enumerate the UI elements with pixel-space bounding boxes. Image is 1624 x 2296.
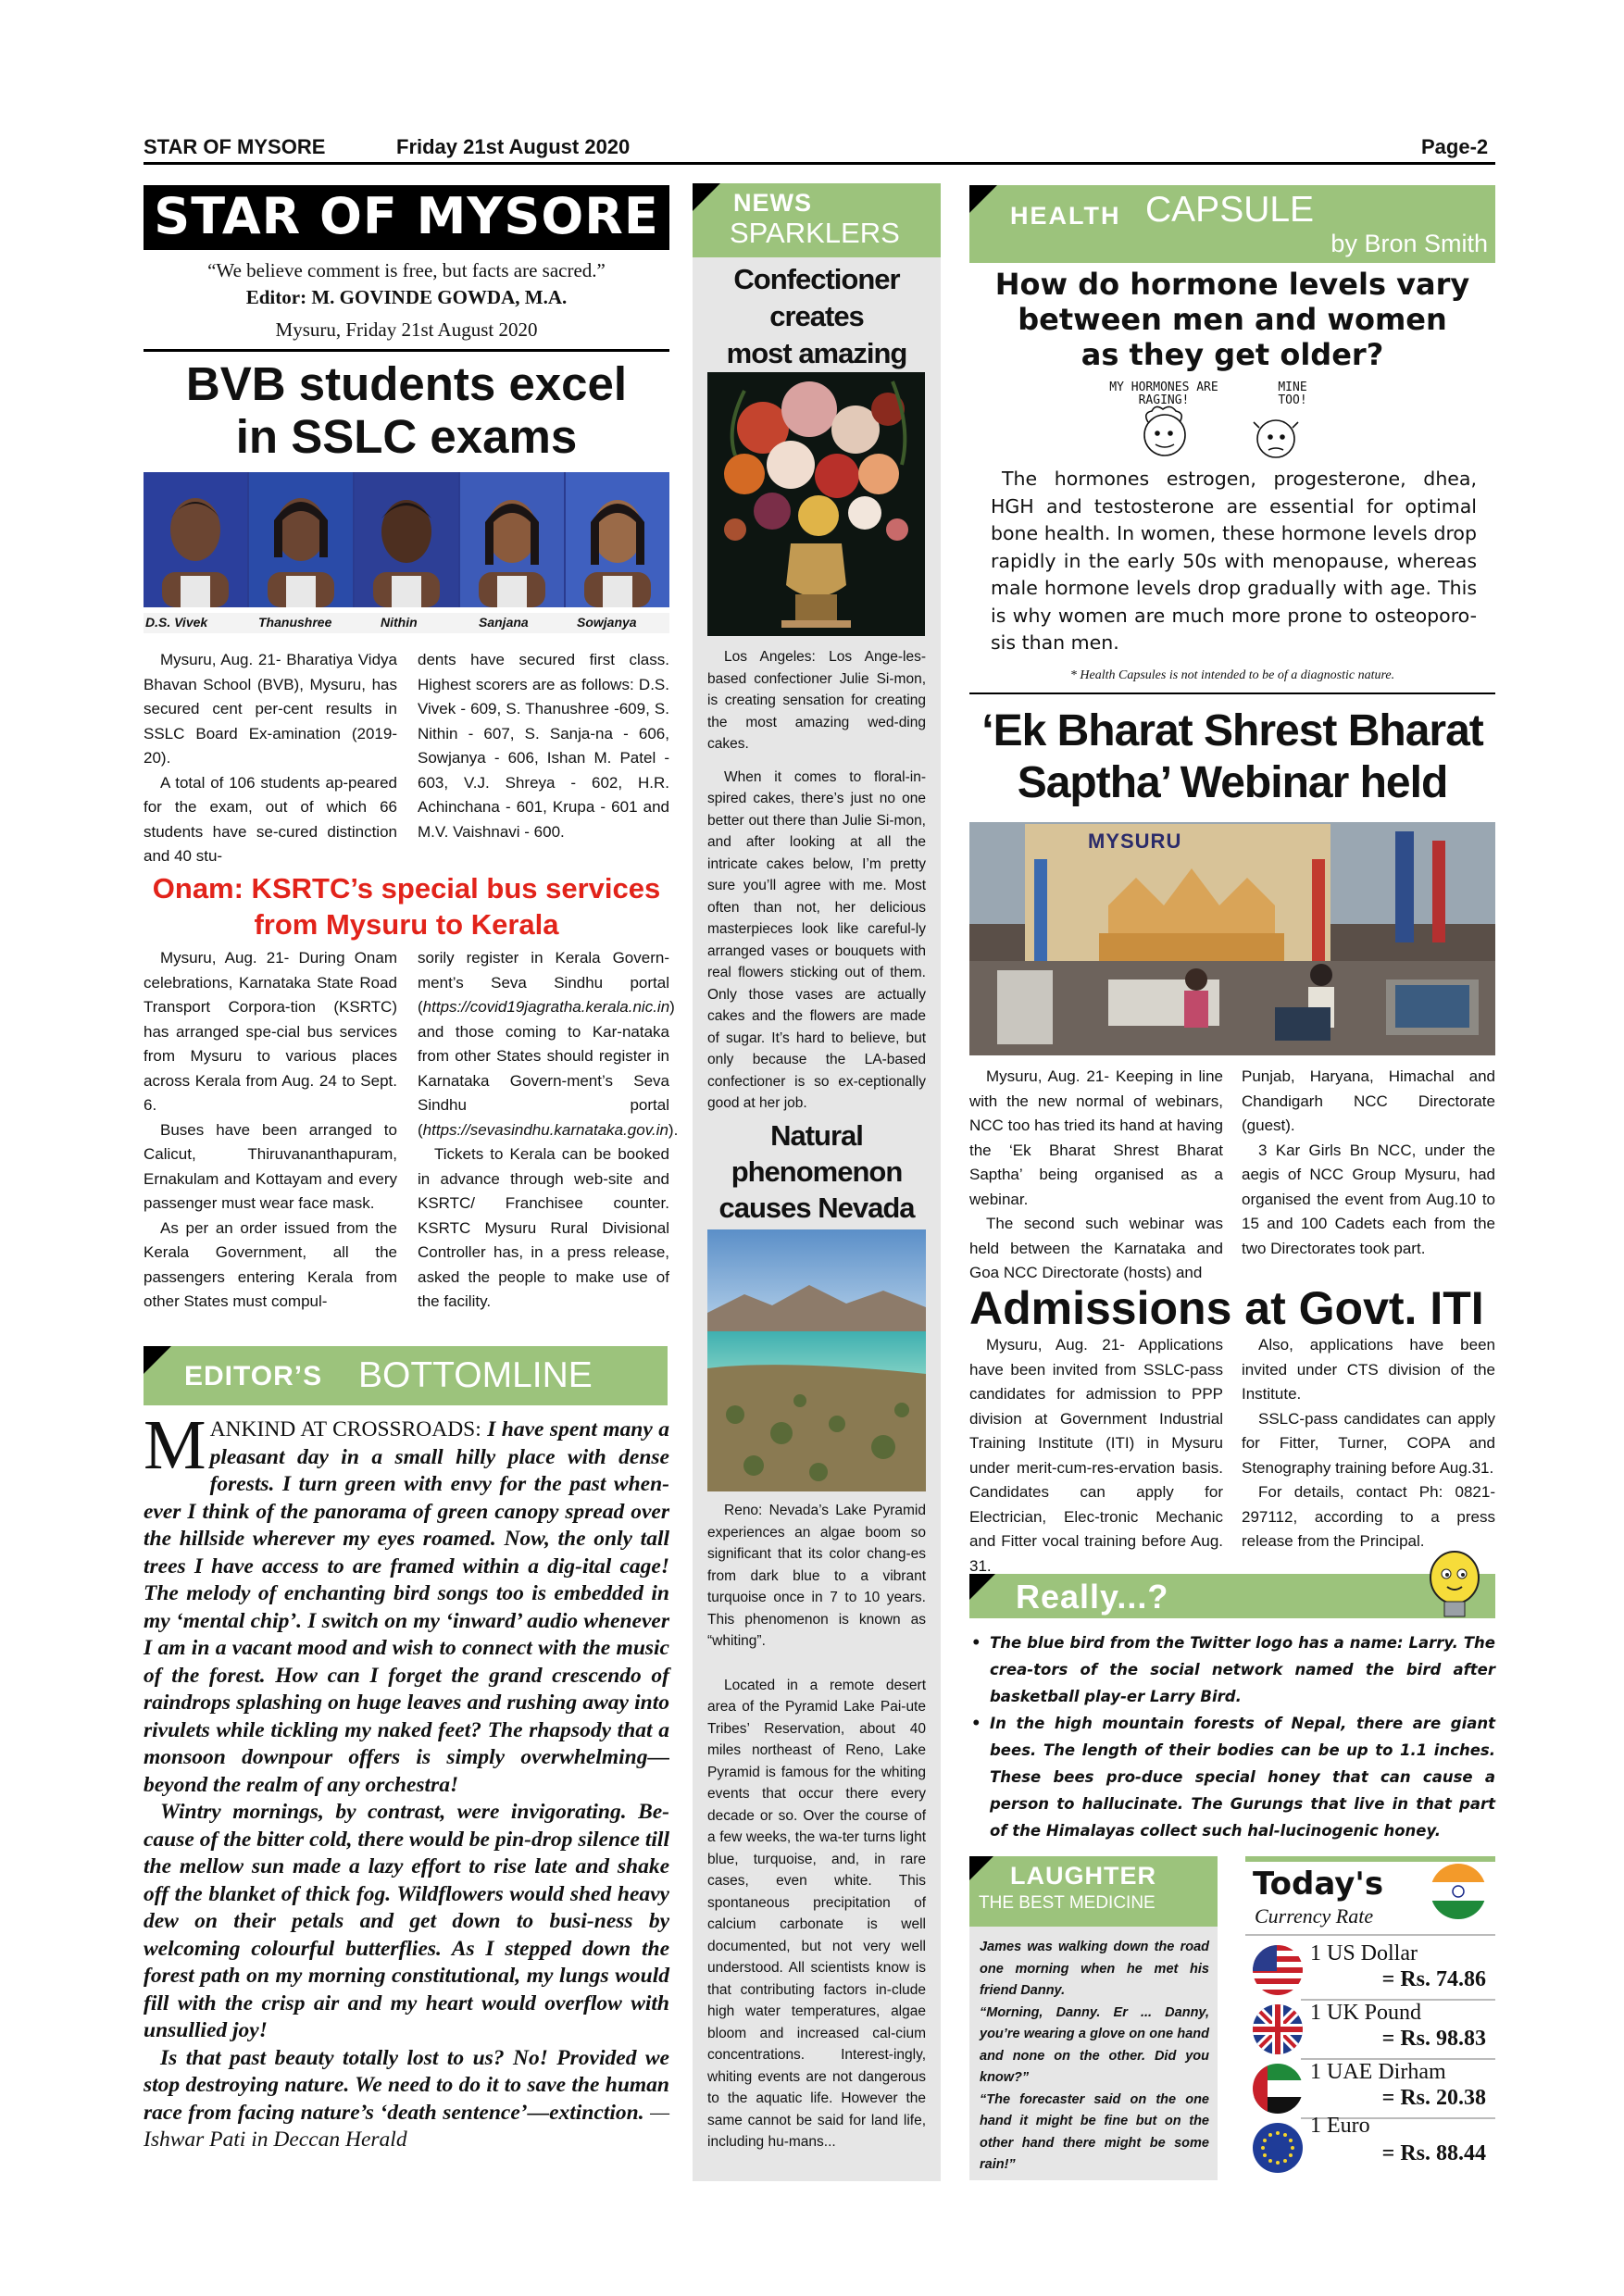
bvb-headline xyxy=(144,357,669,463)
bharat-body-col2 xyxy=(1242,1065,1495,1261)
onam-para: Tickets to Kerala can be booked in advance through web-site and KSRTC/ Franchisee counter. KSRTC Mysuru Rural Divisional Controller has, in a press release, asked the people to make use of the facility. xyxy=(418,1145,669,1310)
currency-title: Today's xyxy=(1253,1866,1384,1903)
currency-row xyxy=(1245,2060,1495,2117)
cake-para: When it comes to floral-in-spired cakes, there’s just no one better out there than Julie Si-mon, and after looking at all the intricate cakes below, I’m pretty sure you’ll agree with me. Most often than not, her delicious masterpieces look like careful-ly arranged vases or bouquets with real flowers sticking out of them. Only those vases are actually cakes and the flowers are made of sugar. It’s hard to believe, but only because the LA-based confectioner is so ex-ceptionally good at her job. xyxy=(707,768,926,1111)
iti-para: For details, contact Ph: 0821-297112, according to a press release from the Principal. xyxy=(1242,1483,1495,1550)
us-flag-svg xyxy=(1253,1945,1303,1995)
caption-nithin: Nithin xyxy=(381,615,418,630)
health-disclaimer: * Health Capsules is not intended to be of a diagnostic nature. xyxy=(1069,668,1395,682)
header-paper-name: STAR OF MYSORE xyxy=(144,135,326,158)
cartoon-bubble-1: MY HORMONES ARE RAGING! xyxy=(1109,381,1218,407)
eu-flag-svg xyxy=(1253,2123,1303,2173)
health-cartoon xyxy=(1093,380,1343,465)
bvb-headline-line1: BVB students excel xyxy=(185,357,628,410)
lake-para: Reno: Nevada’s Lake Pyramid experiences an algae boom so significant that its color chang-es from dark blue to a vibrant turquoise once in 7 to 10 years. This phenomenon is known as “whiting”. xyxy=(707,1503,926,1649)
onam-para xyxy=(418,946,679,1142)
currency-name: 1 UK Pound xyxy=(1310,2001,1422,2025)
currency-divider xyxy=(1245,1934,1495,1936)
iti-para: Mysuru, Aug. 21- Applications have been invited from SSLC-pass candidates for admission to PPP division at Government Industrial Training Institute (ITI) in Mysuru under merit-cum-res-ervation basis. Candidates can apply for Electrician, Elec-tronic Mechanic and Fitter vocal training before Aug. 31. xyxy=(969,1336,1223,1575)
iti-para: SSLC-pass candidates can apply for Fitter, Turner, COPA and Stenography training before Aug.31. xyxy=(1242,1409,1495,1477)
currency-box xyxy=(1245,1856,1495,2180)
currency-row xyxy=(1245,2001,1495,2058)
masthead-motto: “We believe comment is free, but facts are sacred.” xyxy=(207,259,606,281)
masthead-title: STAR OF MYSORE xyxy=(144,185,669,250)
currency-name: 1 Euro xyxy=(1310,2114,1370,2138)
currency-subtitle: Currency Rate xyxy=(1255,1904,1374,1928)
health-rule xyxy=(969,693,1495,694)
header-rule xyxy=(144,162,1495,165)
uae-flag-svg xyxy=(1253,2064,1303,2114)
iti-body-col2 xyxy=(1242,1333,1495,1554)
laughter-text xyxy=(980,1937,1209,2177)
health-capsule-banner xyxy=(969,185,1495,263)
lake-headline-2: causes Nevada xyxy=(718,1192,915,1224)
webinar-photo-svg xyxy=(969,822,1495,1055)
masthead-editor: Editor: M. GOVINDE GOWDA, M.A. xyxy=(245,286,568,308)
masthead-dateline: Mysuru, Friday 21st August 2020 xyxy=(275,318,538,341)
bharat-para: Punjab, Haryana, Himachal and Chandigarh NCC Directorate (guest). xyxy=(1242,1067,1495,1134)
bvb-headline-line2: in SSLC exams xyxy=(235,410,578,463)
bharat-para: 3 Kar Girls Bn NCC, under the aegis of NCC Group Mysuru, had organised the event from Aug.10 to 15 and 100 Cadets each from the two Directorates took part. xyxy=(1242,1141,1495,1257)
laughter-para: “The forecaster said on the one hand it might be fine but on the other hand there might be some rain!” xyxy=(980,2091,1209,2172)
health-banner-light: CAPSULE xyxy=(1145,190,1315,230)
bvb-para: A total of 106 students ap-peared for the exam, out of which 66 students have se-cured distinction and 40 stu- xyxy=(144,773,397,865)
karnataka-portal-link[interactable]: https://sevasindhu.karnataka.gov.in xyxy=(422,1120,668,1139)
bharat-headline-2: Saptha’ Webinar held xyxy=(1017,758,1448,807)
currency-rate: = Rs. 98.83 xyxy=(1381,2027,1486,2051)
really-item-text: In the high mountain forests of Nepal, there are giant bees. The length of their bodies can be up to 1.1 inches. These bees pro-duce special honey that can cause a person to hallucinate. The Gurungs that live in that part of the Himalayas collect such hal-lucinogenic honey. xyxy=(990,1715,1495,1840)
onam-para: Buses have been arranged to Calicut, Thiruvananthapuram, Ernakulam and Kottayam and every passenger must wear face mask. xyxy=(144,1120,397,1212)
editorial-credit: — Ishwar Pati in Deccan Herald xyxy=(144,2100,669,2152)
editorial-para: Wintry mornings, by contrast, were invigorating. Be-cause of the bitter cold, there would be pin-drop silence till the mellow sun made a lazy effort to rise late and shake off the blanket of thick fog. Wildflowers would shed heavy dew on their petals and get down to busi-ness by welcoming colourful butterflies. As I stepped down the forest path on my morning constitutional, my lungs would fill with the crisp air and my heart would overflow with unsullied joy! xyxy=(144,1800,669,2042)
onam-headline-line2: from Mysuru to Kerala xyxy=(254,908,559,941)
banner-notch xyxy=(969,1574,995,1600)
really-item xyxy=(969,1710,1495,1844)
caption-sanjana: Sanjana xyxy=(479,615,529,630)
kerala-portal-link[interactable]: https://covid19jagratha.kerala.nic.in xyxy=(422,998,670,1016)
onam-text: sorily register in Kerala Govern-ment’s Seva Sindhu portal ( xyxy=(418,949,669,1016)
editorial-text: I have spent many a pleasant day in a small hilly place with dense forests. I turn green with envy for the past when-ever I think of the panorama of green canopy spread over the hillside wherever my eyes roamed. Now, the only tall trees I have access to are framed within a dig-ital cage! The melody of enchanting bird songs too is embedded in my ‘mental chip’. I switch on my ‘inward’ audio whenever I am in a vacant mood and wish to connect with the music of the forest. How can I forget the grand crescendo of raindrops splashing on huge leaves and rushing away into rivulets while tickling my naked feet? The rhapsody that a monsoon downpour offers is simply overwhelming—beyond the realm of any orchestra! xyxy=(144,1417,669,1797)
banner-notch xyxy=(144,1346,171,1374)
cake-body xyxy=(707,646,926,1115)
editorial-para xyxy=(144,1406,669,1799)
health-question-3: as they get older? xyxy=(1081,337,1384,372)
lake-photo-svg xyxy=(707,1229,926,1491)
onam-para: Mysuru, Aug. 21- During Onam celebrations, Karnataka State Road Transport Corpora-tion (KSRTC) has arranged spe-cial bus services from Mysuru to various places across Kerala from Aug. 24 to Sept. 6. xyxy=(144,949,397,1114)
currency-name: 1 US Dollar xyxy=(1310,1941,1418,1965)
editorial-lead: ANKIND AT CROSSROADS: xyxy=(209,1417,481,1441)
caption-vivek: D.S. Vivek xyxy=(145,615,208,630)
lake-headline-1: Natural phenomenon xyxy=(731,1119,903,1188)
student-photos-svg xyxy=(144,472,669,607)
laughter-para: James was walking down the road one morning when he met his friend Danny. xyxy=(980,1940,1209,1998)
bullet-icon: • xyxy=(971,1634,981,1652)
really-list xyxy=(969,1629,1495,1844)
caption-thanushree: Thanushree xyxy=(258,615,332,630)
onam-text: ) and those coming to Kar-nataka from other States should register in Karnataka Govern-ment’s Seva Sindhu portal ( xyxy=(418,998,675,1139)
bvb-para: dents have secured first class. Highest scorers are as follows: D.S. Vivek - 609, S. Thanushree -609, S. Nithin - 607, S. Sanja-na - 606, Sowjanya - 606, Ishan M. Patel - 603, V.J. Shreya - 602, H.R. Achinchana - 601, Krupa - 601 and M.V. Vaishnavi - 600. xyxy=(418,651,669,841)
cake-photo xyxy=(707,372,925,636)
india-flag-icon xyxy=(1430,1864,1486,1919)
cake-para: Los Angeles: Los Ange-les-based confectioner Julie Si-mon, is creating sensation for creating the most amazing wed-ding cakes. xyxy=(707,649,926,752)
news-banner-2: SPARKLERS xyxy=(730,217,900,249)
currency-top-bar xyxy=(1245,1856,1495,1862)
lightbulb-icon xyxy=(1421,1548,1486,1620)
really-item-text: The blue bird from the Twitter logo has a name: Larry. The crea-tors of the social network named the bird after basketball play-er Larry Bird. xyxy=(990,1634,1495,1705)
uk-flag-svg xyxy=(1253,2004,1303,2054)
currency-row xyxy=(1245,1941,1495,1999)
india-flag-svg xyxy=(1430,1864,1486,1919)
news-banner-1: NEWS xyxy=(733,189,812,217)
lake-photo xyxy=(707,1229,926,1491)
editors-bottomline-banner xyxy=(144,1346,668,1405)
banner-notch xyxy=(969,185,997,213)
currency-rate: = Rs. 20.38 xyxy=(1381,2086,1486,2110)
webinar-photo-banner: MYSURU xyxy=(1088,830,1182,853)
health-byline: by Bron Smith xyxy=(1330,230,1488,257)
currency-rate: = Rs. 74.86 xyxy=(1381,1967,1486,1991)
header-page-number: Page-2 xyxy=(1421,135,1489,158)
news-sparklers-banner xyxy=(693,183,941,257)
bharat-headline-1: ‘Ek Bharat Shrest Bharat xyxy=(981,706,1483,755)
onam-text: ). xyxy=(668,1120,679,1139)
health-body: The hormones estrogen, progesterone, dhea, HGH and testosterone are essential for optimal bone health. In women, these hormone levels drop rapidly in the early 50s with menopause, whereas male hormone levels drop gradually with age. This is why women are much more prone to osteoporo-sis than men. xyxy=(991,468,1477,654)
lake-para: Located in a remote desert area of the Pyramid Lake Pai-ute Tribes’ Reservation, about 40 miles northeast of Reno, Lake Pyramid is famous for the whiting events that occur there every decade or so. Over the course of a few weeks, the wa-ter turns light blue, turquoise, and, in rare cases, even white. This spontaneous precipitation of calcium carbonate is well documented, but not very well understood. All scientists know is that contributing factors in-clude high water temperatures, algae bloom and increased cal-cium concentrations. Interest-ingly, whiting events are not dangerous to the aquatic life. However the same cannot be said for land life, including hu-mans... xyxy=(707,1677,926,2150)
iti-headline: Admissions at Govt. ITI xyxy=(969,1282,1484,1334)
lightbulb-icon-svg xyxy=(1421,1548,1486,1620)
cartoon-bubble-2: MINE TOO! xyxy=(1278,381,1307,407)
lake-body xyxy=(707,1500,926,2153)
cake-headline-1: Confectioner creates xyxy=(733,263,900,332)
student-captions xyxy=(144,613,669,633)
editorial-body xyxy=(144,1406,669,2154)
cake-headline-2: most amazing xyxy=(726,337,907,369)
bvb-para: Mysuru, Aug. 21- Bharatiya Vidya Bhavan School (BVB), Mysuru, has secured cent per-cent results in SSLC Board Ex-amination (2019-20). xyxy=(144,651,397,767)
dropcap: M xyxy=(144,1406,206,1484)
really-banner-text: Really...? xyxy=(1016,1578,1169,1616)
us-flag-icon xyxy=(1253,1945,1303,1995)
cake-photo-svg xyxy=(707,372,925,636)
health-question xyxy=(969,267,1495,372)
laughter-banner-2: THE BEST MEDICINE xyxy=(979,1893,1156,1913)
onam-body-col1 xyxy=(144,946,397,1315)
onam-body-col2 xyxy=(418,946,679,1315)
header-date: Friday 21st August 2020 xyxy=(396,135,631,158)
health-question-1: How do hormone levels vary xyxy=(994,267,1470,302)
bharat-headline xyxy=(969,705,1495,809)
bharat-body-col1 xyxy=(969,1065,1223,1286)
really-banner xyxy=(969,1574,1495,1618)
student-photos xyxy=(144,472,669,607)
currency-name: 1 UAE Dirham xyxy=(1310,2060,1446,2084)
bharat-para: Mysuru, Aug. 21- Keeping in line with the new normal of webinars, NCC too has tried its hand at having the ‘Ek Bharat Shrest Bharat Saptha’ being organised as a webinar. xyxy=(969,1067,1223,1208)
currency-row xyxy=(1245,2114,1495,2177)
webinar-photo xyxy=(969,822,1495,1055)
caption-sowjanya: Sowjanya xyxy=(577,615,637,630)
iti-body-col1 xyxy=(969,1333,1223,1578)
bvb-body-col1 xyxy=(144,648,397,869)
editorial-para xyxy=(144,2045,669,2154)
masthead-rule xyxy=(144,349,669,352)
currency-rate: = Rs. 88.44 xyxy=(1381,2141,1486,2165)
shirt xyxy=(181,576,210,607)
laughter-banner-1: LAUGHTER xyxy=(1010,1862,1156,1890)
uae-flag-icon xyxy=(1253,2064,1303,2114)
really-item xyxy=(969,1629,1495,1710)
banner-notch xyxy=(969,1856,993,1880)
onam-para: As per an order issued from the Kerala Government, all the passengers entering Kerala from other States must compul- xyxy=(144,1218,397,1310)
eu-flag-icon xyxy=(1253,2123,1303,2173)
onam-headline xyxy=(144,870,669,942)
iti-para: Also, applications have been invited under CTS division of the Institute. xyxy=(1242,1336,1495,1403)
bvb-body-col2 xyxy=(418,648,669,844)
uk-flag-icon xyxy=(1253,2004,1303,2054)
banner-notch xyxy=(693,183,720,211)
health-question-2: between men and women xyxy=(1018,302,1447,337)
onam-headline-line1: Onam: KSRTC’s special bus services xyxy=(152,872,661,905)
bullet-icon: • xyxy=(971,1715,981,1732)
laughter-banner xyxy=(969,1856,1218,1927)
editors-banner-bold: EDITOR’S xyxy=(184,1361,323,1391)
editorial-text: Is that past beauty totally lost to us? No! Provided we stop destroying nature. We need to do it to save the human race from facing nature’s ‘death sentence’—extinction. xyxy=(144,2045,669,2125)
bharat-para: The second such webinar was held between the Karnataka and Goa NCC Directorate (hosts) and xyxy=(969,1215,1223,1281)
laughter-para: “Morning, Danny. Er ... Danny, you’re wearing a glove on one hand and none on the other. Did you know?” xyxy=(980,2004,1209,2085)
editors-banner-light: BOTTOMLINE xyxy=(358,1355,593,1395)
health-banner-bold: HEALTH xyxy=(1010,202,1121,230)
